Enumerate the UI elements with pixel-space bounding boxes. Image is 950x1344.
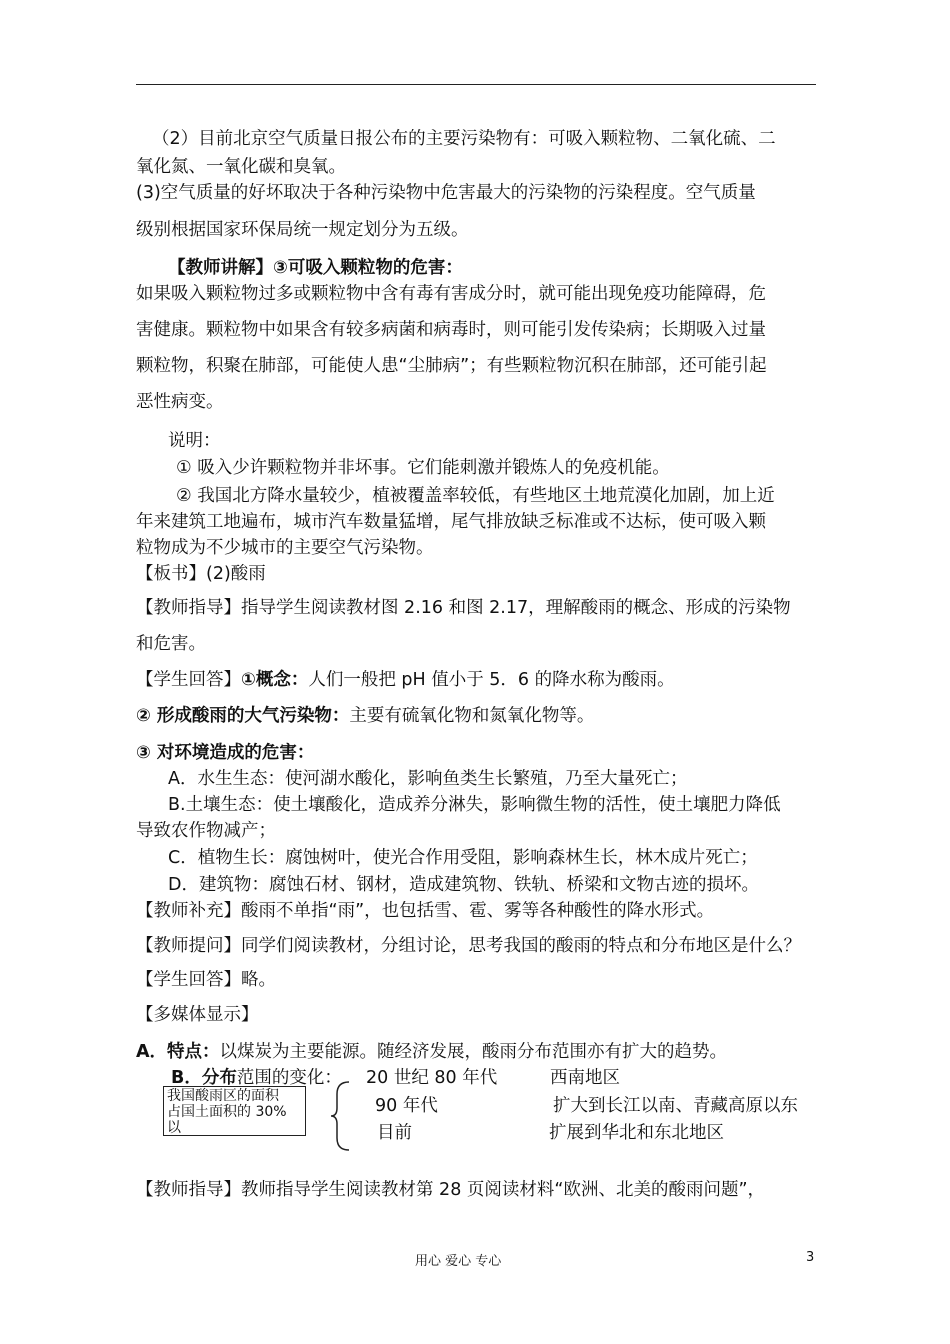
student-answer: 【学生回答】略。 (136, 970, 276, 990)
feature-label: A．特点： (136, 1042, 220, 1062)
paragraph-line: 颗粒物，积聚在肺部，可能使人患“尘肺病”；有些颗粒物沉积在肺部，还可能引起 (136, 356, 767, 376)
paragraph-line: 级别根据国家环保局统一规定划分为五级。 (136, 220, 469, 240)
feature-line: A．特点：以煤炭为主要能源。随经济发展，酸雨分布范围亦有扩大的趋势。 (136, 1042, 728, 1062)
student-answer: 【学生回答】①概念：人们一般把 pH 值小于 5．6 的降水称为酸雨。 (136, 670, 675, 690)
teacher-lecture-heading (168, 256, 463, 280)
paragraph-line: 年来建筑工地遍布，城市汽车数量猛增，尾气排放缺乏标准或不达标，使可吸入颗 (136, 512, 766, 532)
section-title: ③可吸入颗粒物的危害： (273, 258, 463, 278)
period-label: 20 世纪 80 年代 (366, 1068, 498, 1088)
harm-heading: ③ 对环境造成的危害： (136, 743, 315, 763)
paragraph-line: 粒物成为不少城市的主要空气污染物。 (136, 538, 434, 558)
harm-item: A．水生生态：使河湖水酸化，影响鱼类生长繁殖，乃至大量死亡； (168, 769, 688, 789)
note-label: 说明： (168, 431, 221, 451)
paragraph-line: 【教师指导】教师指导学生阅读教材第 28 页阅读材料“欧洲、北美的酸雨问题”， (136, 1180, 766, 1200)
paragraph-line: （2）目前北京空气质量日报公布的主要污染物有：可吸入颗粒物、二氧化硫、二 (152, 129, 776, 149)
multimedia-heading: 【多媒体显示】 (136, 1005, 259, 1025)
distribution-label: B．分布 (171, 1068, 237, 1088)
section-tag: 【学生回答】 (136, 670, 241, 690)
pollutants-label: ② 形成酸雨的大气污染物： (136, 706, 350, 726)
paragraph-line: 氧化氮、一氧化碳和臭氧。 (136, 157, 346, 177)
page-number: 3 (806, 1250, 815, 1265)
region-label: 扩展到华北和东北地区 (549, 1123, 724, 1143)
period-label: 90 年代 (375, 1096, 438, 1116)
left-brace (329, 1080, 353, 1152)
board-note: 【板书】(2)酸雨 (136, 564, 266, 584)
paragraph-line: 如果吸入颗粒物过多或颗粒物中含有毒有害成分时，就可能出现免疫功能障碍，危 (136, 284, 766, 304)
pollutants-line: ② 形成酸雨的大气污染物：主要有硫氧化物和氮氧化物等。 (136, 706, 595, 726)
paragraph-line: 和危害。 (136, 634, 206, 654)
note-item: ① 吸入少许颗粒物并非坏事。它们能刺激并锻炼人的免疫机能。 (176, 458, 670, 478)
footer-motto: 用心 爱心 专心 (415, 1254, 502, 1269)
harm-item: B.土壤生态：使土壤酸化，造成养分淋失，影响微生物的活性，使土壤肥力降低 (168, 795, 781, 815)
paragraph-line: 【教师指导】指导学生阅读教材图 2.16 和图 2.17，理解酸雨的概念、形成的污染物 (136, 598, 791, 618)
header-rule (136, 84, 816, 85)
paragraph-line: 害健康。颗粒物中如果含有较多病菌和病毒时，则可能引发传染病；长期吸入过量 (136, 320, 766, 340)
teacher-supplement: 【教师补充】酸雨不单指“雨”，也包括雪、雹、雾等各种酸性的降水形式。 (136, 901, 715, 921)
acid-rain-area-box: 我国酸雨区的面积 占国土面积的 30% 以 (163, 1086, 306, 1136)
section-tag: 【教师讲解】 (168, 258, 273, 278)
region-label: 西南地区 (550, 1068, 620, 1088)
region-label: 扩大到长江以南、青藏高原以东 (553, 1096, 798, 1116)
paragraph-line: (3)空气质量的好坏取决于各种污染物中危害最大的污染物的污染程度。空气质量 (136, 183, 756, 203)
paragraph-line: 恶性病变。 (136, 392, 224, 412)
teacher-question: 【教师提问】同学们阅读教材，分组讨论，思考我国的酸雨的特点和分布地区是什么？ (136, 936, 801, 956)
concept-label: ①概念： (241, 670, 309, 690)
period-label: 目前 (377, 1123, 412, 1143)
harm-item: D．建筑物：腐蚀石材、钢材，造成建筑物、铁轨、桥梁和文物古迹的损坏。 (168, 875, 759, 895)
harm-item: C．植物生长：腐蚀树叶，使光合作用受阻，影响森林生长，林木成片死亡； (168, 848, 758, 868)
note-item: ② 我国北方降水量较少，植被覆盖率较低，有些地区土地荒漠化加剧，加上近 (176, 486, 775, 506)
distribution-heading: B．分布范围的变化： (171, 1068, 342, 1088)
paragraph-line: 导致农作物减产； (136, 821, 276, 841)
